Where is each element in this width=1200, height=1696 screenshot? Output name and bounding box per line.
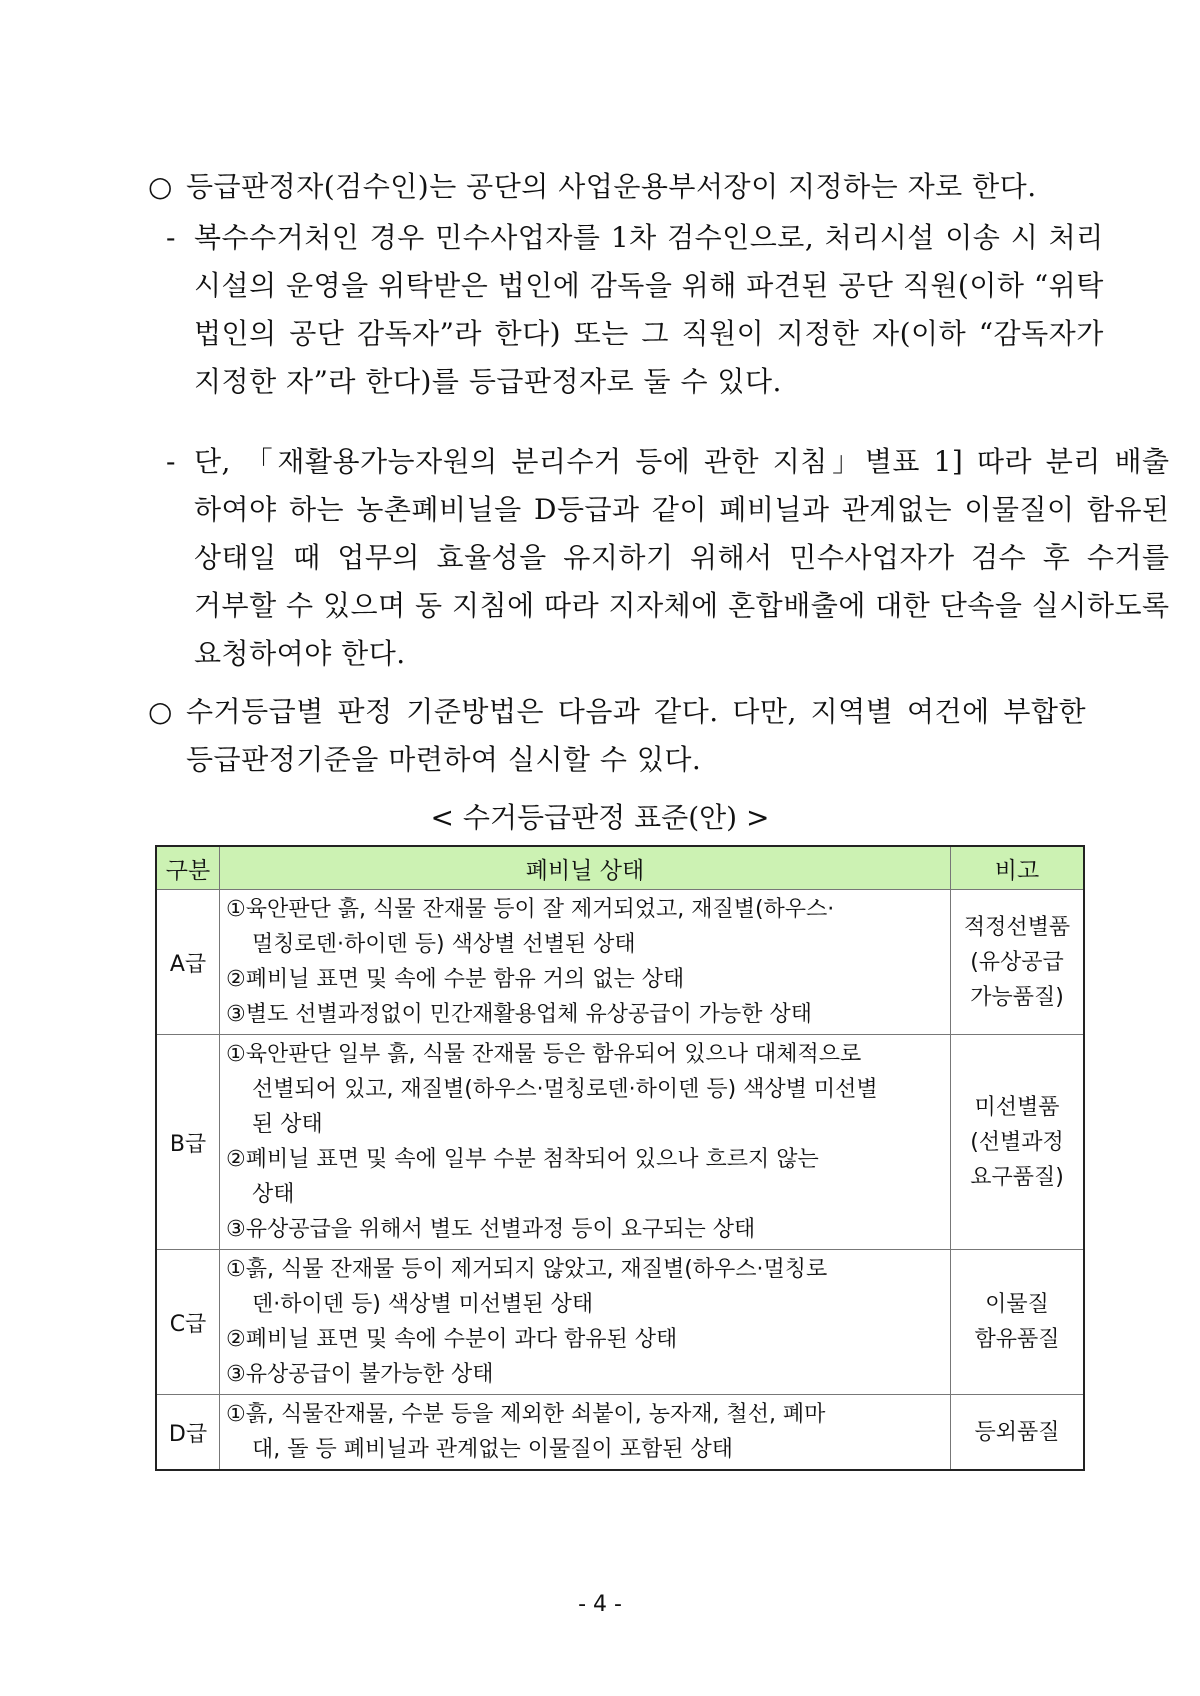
page-number: - 4 - <box>578 1592 622 1617</box>
status-item: ②폐비닐 표면 및 속에 일부 수분 첨착되어 있으나 흐르지 않는 상태 <box>226 1147 819 1207</box>
bullet-paragraph-1 <box>148 163 1048 211</box>
note-cell: 등외품질 <box>951 1395 1085 1471</box>
status-cell <box>220 1035 951 1250</box>
table-row <box>156 890 1084 1035</box>
dash-marker: - <box>166 445 176 478</box>
bullet-paragraph-2 <box>148 688 1086 784</box>
table-row <box>156 1035 1084 1250</box>
dash-line: 상태일 때 업무의 효율성을 유지하기 위해서 민수사업자가 검수 후 수거를 <box>194 541 1170 574</box>
header-note: 비고 <box>951 846 1085 890</box>
table-row <box>156 1395 1084 1471</box>
note-cell: 적정선별품 (유상공급 가능품질) <box>951 890 1085 1035</box>
status-item: ①흙, 식물잔재물, 수분 등을 제외한 쇠붙이, 농자재, 철선, 폐마 대, 돌 등 폐비닐과 관계없는 이물질이 포함된 상태 <box>226 1402 826 1462</box>
status-item: ②폐비닐 표면 및 속에 수분이 과다 함유된 상태 <box>226 1327 678 1352</box>
bullet-marker: ○ <box>148 170 173 203</box>
dash-line: 하여야 하는 농촌폐비닐을 D등급과 같이 폐비닐과 관계없는 이물질이 함유된 <box>194 493 1170 526</box>
grade-cell: C급 <box>156 1250 220 1395</box>
status-item: ③유상공급이 불가능한 상태 <box>226 1362 494 1387</box>
dash-line: 복수수거처인 경우 민수사업자를 1차 검수인으로, 처리시설 이송 시 처리 <box>194 221 1104 254</box>
status-cell <box>220 1395 951 1471</box>
note-cell: 이물질 함유품질 <box>951 1250 1085 1395</box>
status-item: ②폐비닐 표면 및 속에 수분 함유 거의 없는 상태 <box>226 967 685 992</box>
dash-marker: - <box>166 221 176 254</box>
dash-paragraph-1 <box>166 214 1104 406</box>
dash-line: 지정한 자”라 한다)를 등급판정자로 둘 수 있다. <box>194 365 782 398</box>
note-cell: 미선별품 (선별과정 요구품질) <box>951 1035 1085 1250</box>
status-item: ③별도 선별과정없이 민간재활용업체 유상공급이 가능한 상태 <box>226 1002 812 1027</box>
dash-line: 법인의 공단 감독자”라 한다) 또는 그 직원이 지정한 자(이하 “감독자가 <box>194 317 1104 350</box>
dash-line: 요청하여야 한다. <box>194 637 406 670</box>
status-item: ①흙, 식물 잔재물 등이 제거되지 않았고, 재질별(하우스·멀칭로 덴·하이덴 등) 색상별 미선별된 상태 <box>226 1257 828 1317</box>
grade-standard-table <box>155 845 1085 1471</box>
dash-line: 단, 「재활용가능자원의 분리수거 등에 관한 지침」별표 1] 따라 분리 배출 <box>194 445 1170 478</box>
grade-cell: A급 <box>156 890 220 1035</box>
grade-cell: D급 <box>156 1395 220 1471</box>
bullet-line: 등급판정기준을 마련하여 실시할 수 있다. <box>186 743 702 776</box>
table-row <box>156 1250 1084 1395</box>
dash-line: 시설의 운영을 위탁받은 법인에 감독을 위해 파견된 공단 직원(이하 “위탁 <box>194 269 1104 302</box>
status-item: ①육안판단 흙, 식물 잔재물 등이 잘 제거되었고, 재질별(하우스· 멀칭로덴·하이덴 등) 색상별 선별된 상태 <box>226 897 835 957</box>
status-cell <box>220 1250 951 1395</box>
header-status: 폐비닐 상태 <box>220 846 951 890</box>
status-item: ①육안판단 일부 흙, 식물 잔재물 등은 함유되어 있으나 대체적으로 선별되어 있고, 재질별(하우스·멀칭로덴·하이덴 등) 색상별 미선별 된 상태 <box>226 1042 878 1137</box>
bullet-text: 등급판정자(검수인)는 공단의 사업운용부서장이 지정하는 자로 한다. <box>186 170 1037 203</box>
header-category: 구분 <box>156 846 220 890</box>
status-item: ③유상공급을 위해서 별도 선별과정 등이 요구되는 상태 <box>226 1217 756 1242</box>
bullet-marker: ○ <box>148 695 173 728</box>
bullet-line: 수거등급별 판정 기준방법은 다음과 같다. 다만, 지역별 여건에 부합한 <box>186 695 1086 728</box>
dash-paragraph-2 <box>166 438 1170 678</box>
dash-line: 거부할 수 있으며 동 지침에 따라 지자체에 혼합배출에 대한 단속을 실시하도록 <box>194 589 1170 622</box>
status-cell <box>220 890 951 1035</box>
table-header-row <box>156 846 1084 890</box>
table-caption: < 수거등급판정 표준(안) > <box>430 801 770 834</box>
grade-cell: B급 <box>156 1035 220 1250</box>
